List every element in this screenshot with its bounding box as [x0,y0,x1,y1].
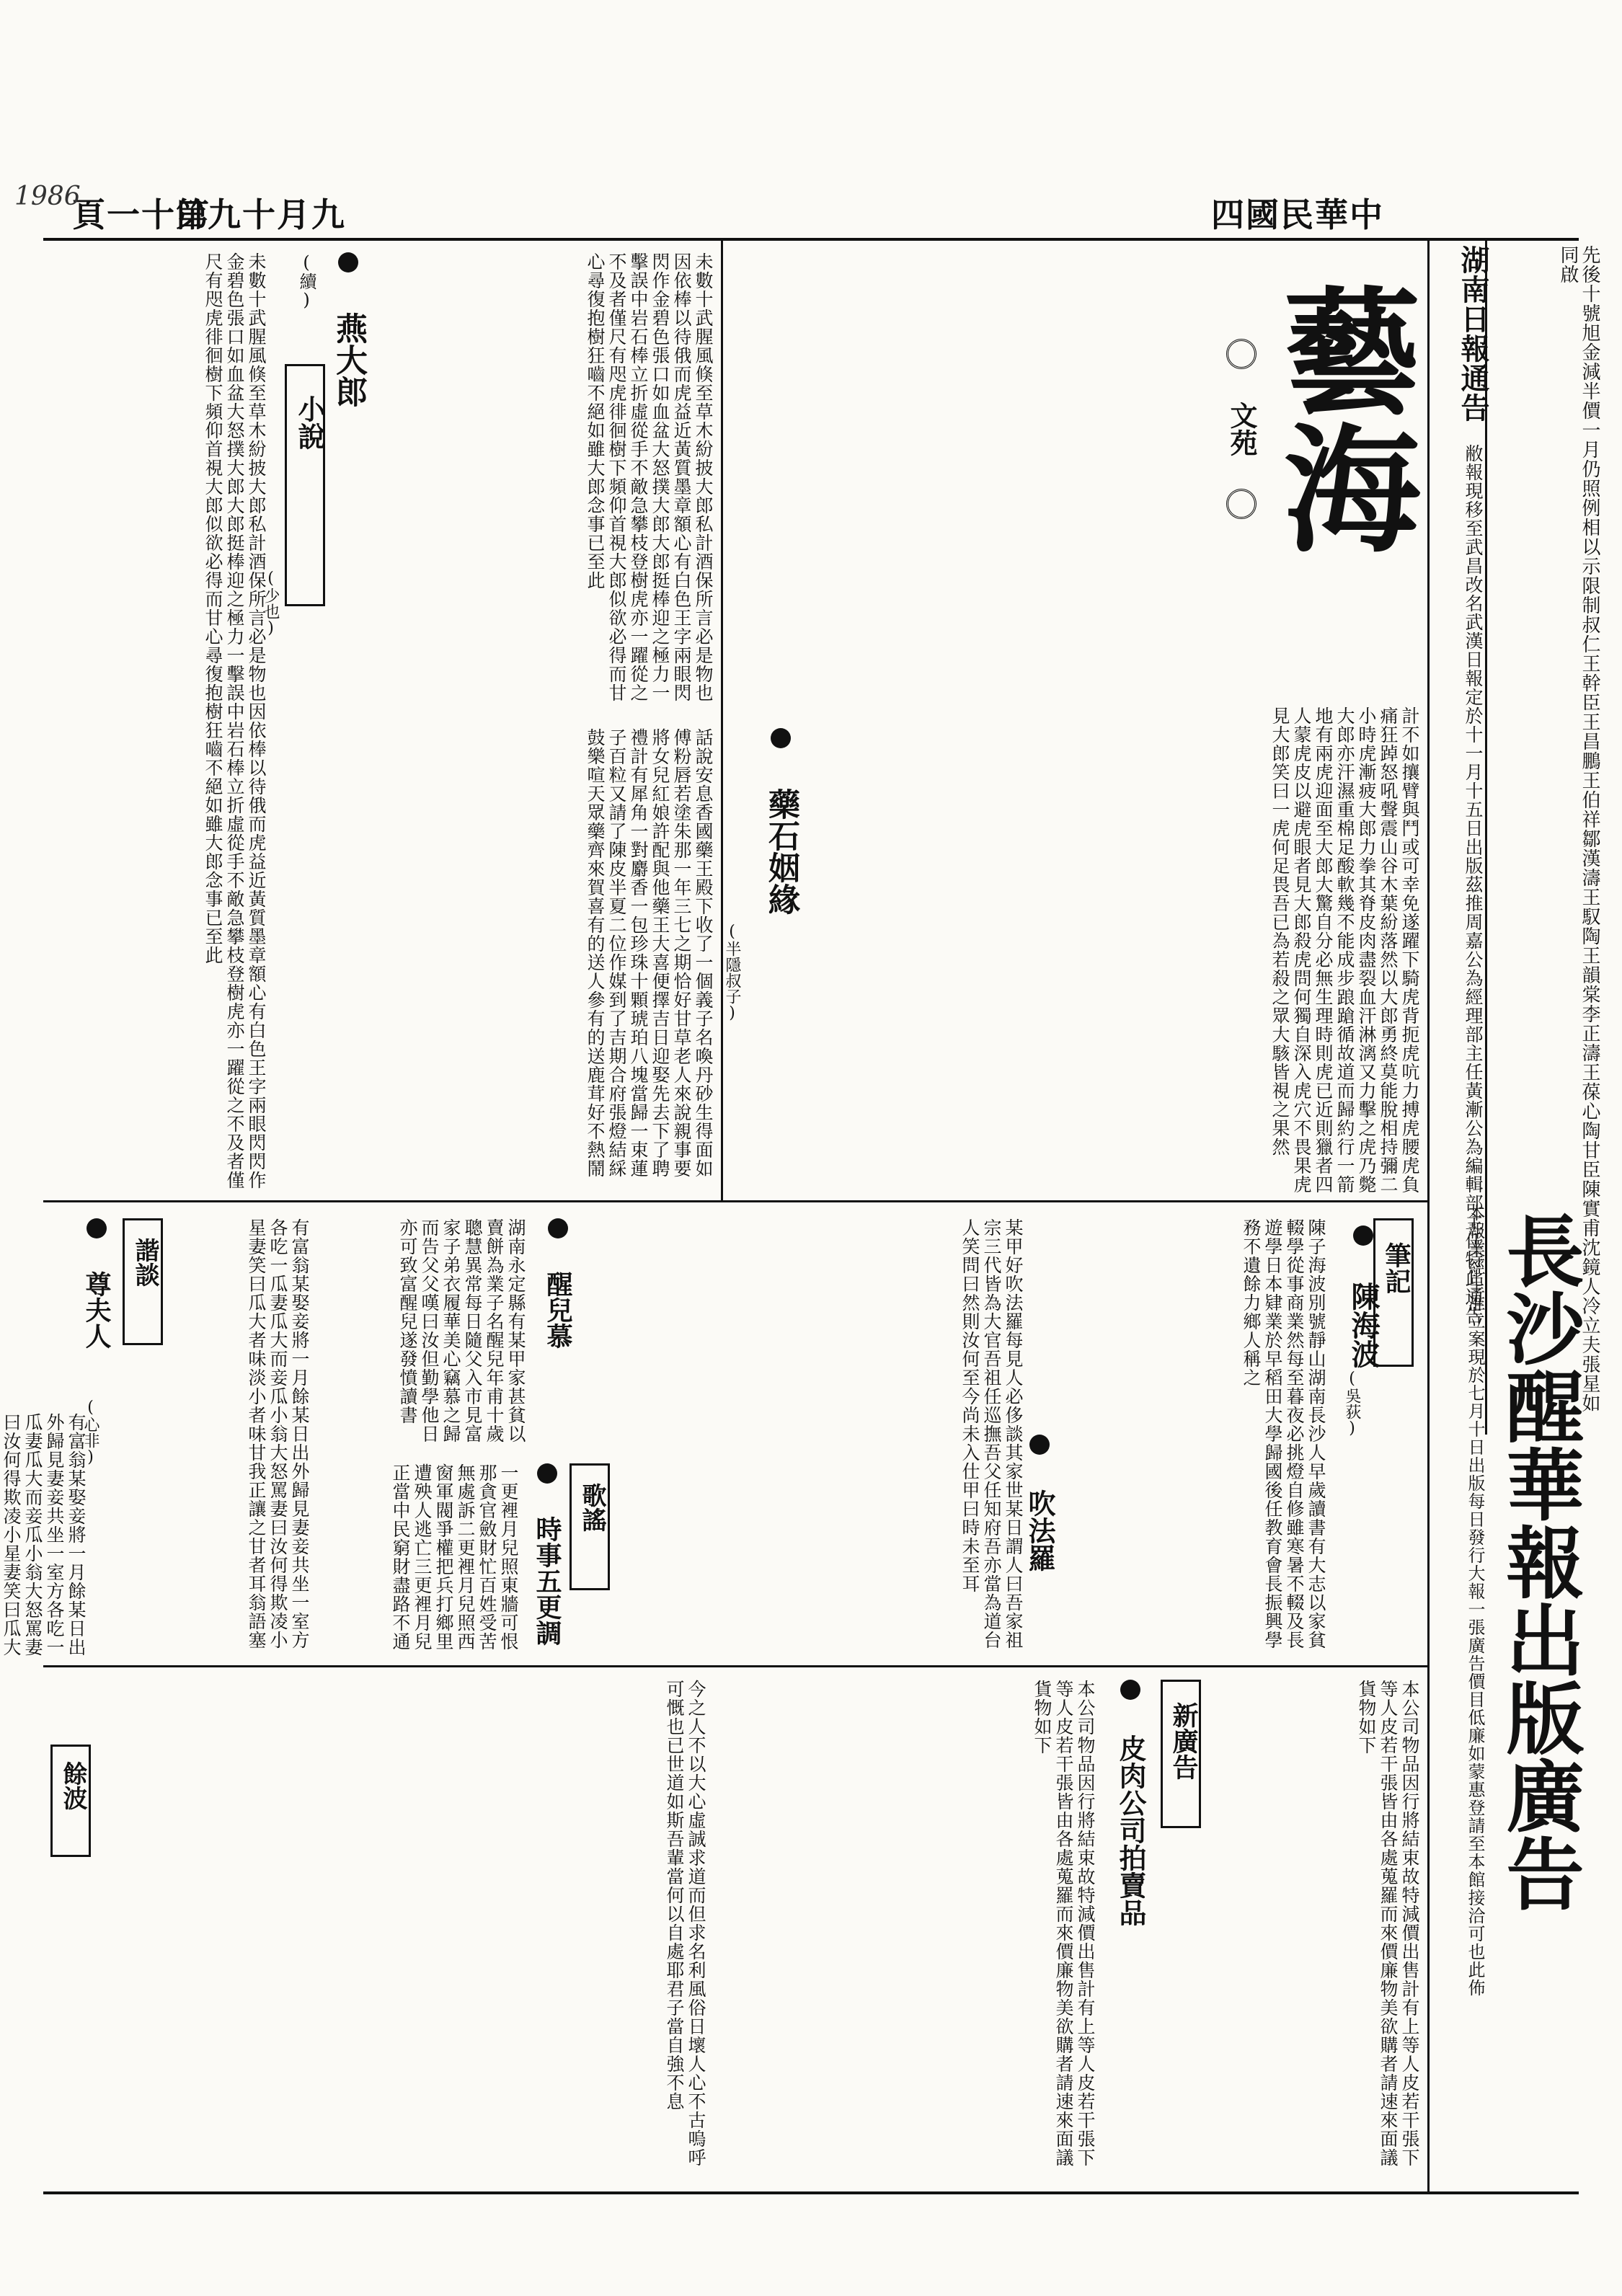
pi-title: 皮肉公司拍賣品 [1114,1734,1147,1926]
changsha-ad-body: 本報業經呈准立案現於七月十日出版每日發行大報一張廣告價目低廉如蒙惠登請至本館接洽可也此佈 [1465,1204,1485,1997]
ge-title: 時事五更調 [532,1516,562,1646]
jokes-label: 諧談 [130,1238,159,1287]
pi-body: 本公司物品因行將結束故特減價出售計有上等人皮若干張下等人皮若干張皆由各處蒐羅而來價廉物美欲購者請速來面議貨物如下 [1356,1680,1420,2167]
header-page-number: 頁一十第 [72,195,210,234]
ge-body: 一更裡月兒照東牆可恨那貪官斂財忙百姓受苦無處訴二更裡月兒照西窗軍閥爭權把兵打鄉里遭殃人逃亡三更裡月兒正當中民窮財盡路不通 [390,1463,519,1651]
notice-body: 敝報現移至武昌改名武漢日報定於十一月十五日出版茲推周嘉公為經理部主任黃漸公為編輯部主任特此通告 [1463,444,1484,1325]
bullet-icon [1353,1225,1373,1246]
zun-body-cont: 有富翁某娶妾將一月餘某日出外歸見妻妾共坐一室方各吃一瓜妻瓜大而妾瓜小翁大怒罵妻曰汝何得欺凌小星妻笑曰瓜大 [1,1413,87,1657]
notes-author: (吳荻) [1343,1370,1361,1437]
notes-label: 筆記 [1381,1242,1412,1294]
bullet-icon [548,1218,568,1238]
ornament-icon [1226,489,1257,519]
top-rule [43,238,1579,241]
ji-title: 陳海波 [1347,1282,1381,1368]
novel-label: 小說 [293,395,326,450]
yao-title: 藥石姻緣 [763,788,799,915]
masthead-subtitle-block [1226,339,1262,526]
bullet-icon [1029,1435,1050,1455]
yu-body: 今之人不以大心虛誠求道而但求名利風俗日壞人心不古嗚呼可慨也已世道如斯吾輩當何以自處耶君子當自強不息 [664,1680,706,2167]
bullet-icon [1120,1680,1140,1700]
header-date: 日九十月九 [173,195,346,234]
tiger-fight-text: 計不如攘臂與鬥或可幸免遂躍下騎虎背扼虎吭力搏虎腰虎負痛狂踔怒吼聲震山谷木葉紛落然以大郎勇終莫能脫相持彌二小時虎漸疲大郎力拳其脊皮肉盡裂血汗淋漓又力擊之虎乃斃大郎亦汗濕重棉足酸軟幾不能成步踉蹌循故道而歸約行一箭地有兩虎迎面至大郎大驚自分必無生理時則虎已近則獵者四人蒙虎皮以避虎眼者見大郎殺虎問何獨自深入虎穴不畏果虎見大郎笑曰一虎何足畏吾已為若殺之眾大駭皆視之果然 [1269,706,1420,1194]
li-title: 醒兒慕 [543,1271,573,1349]
li-body: 湖南永定縣有某甲家甚貧以賣餅為業子名醒兒年甫十歲聰慧異常每日隨父入市見富家子弟衣履華美心竊慕之歸而告父父嘆曰汝但勤學他日亦可致富醒兒遂發憤讀書 [397,1218,526,1443]
header-republic-year: 四國民華中 [1211,195,1384,234]
ji-body: 陳子海波別號靜山湖南長沙人早歲讀書有大志以家貧輟學從事商業然每至暮夜必挑燈自修雖寒暑不輟及長遊學日本肄業於早稻田大學歸國後任教育會長振興學務不遺餘力鄉人稱之 [1241,1218,1326,1649]
lower-rule [43,1665,1427,1667]
yandalang-title: 燕大郎 [330,312,367,407]
bullet-icon [537,1463,557,1484]
middle-rule [43,1200,1427,1202]
upper-center-divider [721,238,723,1200]
pi-heading [1110,1680,1151,1939]
masthead-subtitle: 文苑 [1226,402,1258,456]
yao-heading [761,728,804,1103]
bullet-icon [87,1218,107,1238]
ballad-label: 歌謠 [577,1483,606,1532]
notice-names: 先後十號旭金減半價一月仍照例相以示限制叔仁王幹臣王昌鵬王伯祥鄒漢濤王馭陶王韻棠李正濤王葆心陶甘臣陳實甫沈鏡人冷立夫張星如同啟 [1557,245,1600,1413]
yao-author: (半隱叔子) [723,923,741,1022]
yao-body: 話說安息香國藥王殿下收了一個義子名喚丹砂生得面如傅粉唇若塗朱那一年三七之期恰好甘草老人來說親事要將女兒紅娘許配與他藥王大喜便擇吉日迎娶先去下了聘禮計有犀角一對麝香一包珍珠十顆琥珀八塊當歸一束蓮子百粒又請了陳皮半夏二位作媒到了吉期合府張燈結綵鼓樂喧天眾藥齊來賀喜有的送人參有的送鹿茸好不熱鬧 [585,728,714,1178]
jokes-author: (心非) [81,1399,99,1466]
bullet-icon [771,728,791,748]
pi-list: 本公司物品因行將結束故特減價出售計有上等人皮若干張下等人皮若干張皆由各處蒐羅而來價廉物美欲購者請速來面議貨物如下 [1032,1680,1096,2167]
novel-continuation: 未數十武腥風倏至草木紛披大郎私計酒保所言必是物也因依棒以待俄而虎益近黃質墨章額心有白色王字兩眼閃閃作金碧色張口如血盆大怒撲大郎大郎挺棒迎之極力一擊誤中岩石棒立折虛從手不敵急攀枝登樹虎亦一躍從之不及者僅尺有咫虎徘徊樹下頻仰首視大郎似欲必得而甘心尋復抱樹狂嚙不絕如雖大郎念事已至此 [585,252,714,702]
chui-heading [1024,1435,1060,1651]
chui-body: 某甲好吹法羅每見人必侈談其家世某日謂人曰吾家祖宗三代皆為大官吾祖任巡撫吾父任知府吾亦當為道台人笑問曰然則汝何至今尚未入仕甲曰時未至耳 [960,1218,1024,1649]
li-heading [541,1218,577,1399]
new-ads-label: 新廣告 [1169,1702,1199,1780]
bottom-rule [43,2191,1579,2194]
ge-heading [530,1463,566,1651]
right-column-divider [1427,238,1430,2191]
novel-label-box [285,364,325,606]
zun-title: 尊夫人 [81,1271,112,1349]
yandalang-body: 未數十武腥風倏至草木紛披大郎私計酒保所言必是物也因依棒以待俄而虎益近黃質墨章額心有白色王字兩眼閃閃作金碧色張口如血盆大怒撲大郎大郎挺棒迎之極力一擊誤中岩石棒立折虛從手不敵急攀枝登樹虎亦一躍從之不及者僅尺有咫虎徘徊樹下頻仰首視大郎似欲必得而甘心尋復抱樹狂嚙不絕如雖大郎念事已至此 [203,252,267,1189]
ornament-icon [1226,339,1257,369]
novel-author: (少也) [262,569,280,637]
new-ads-label-box [1161,1680,1201,1828]
yandalang-continued: (續) [296,252,316,310]
changsha-ad-title: 長沙醒華報出版廣告 [1493,1211,1584,1912]
zun-heading [79,1218,115,1399]
notice-title: 湖南日報通告 [1456,245,1490,422]
jokes-label-box [123,1218,163,1345]
handwritten-annotation: 1986 [14,182,81,211]
yubo-label-box [50,1745,91,1857]
ballad-label-box [570,1463,610,1590]
zun-body: 有富翁某娶妾將一月餘某日出外歸見妻妾共坐一室方各吃一瓜妻瓜大而妾瓜小翁大怒罵妻曰汝何得欺凌小星妻笑曰瓜大者味淡小者味甘我正讓之甘者耳翁語塞 [246,1218,310,1649]
chui-title: 吹法羅 [1024,1489,1056,1572]
yubo-label: 餘波 [58,1761,87,1810]
bullet-icon [338,252,358,272]
masthead-title: 藝海 [1261,281,1422,555]
